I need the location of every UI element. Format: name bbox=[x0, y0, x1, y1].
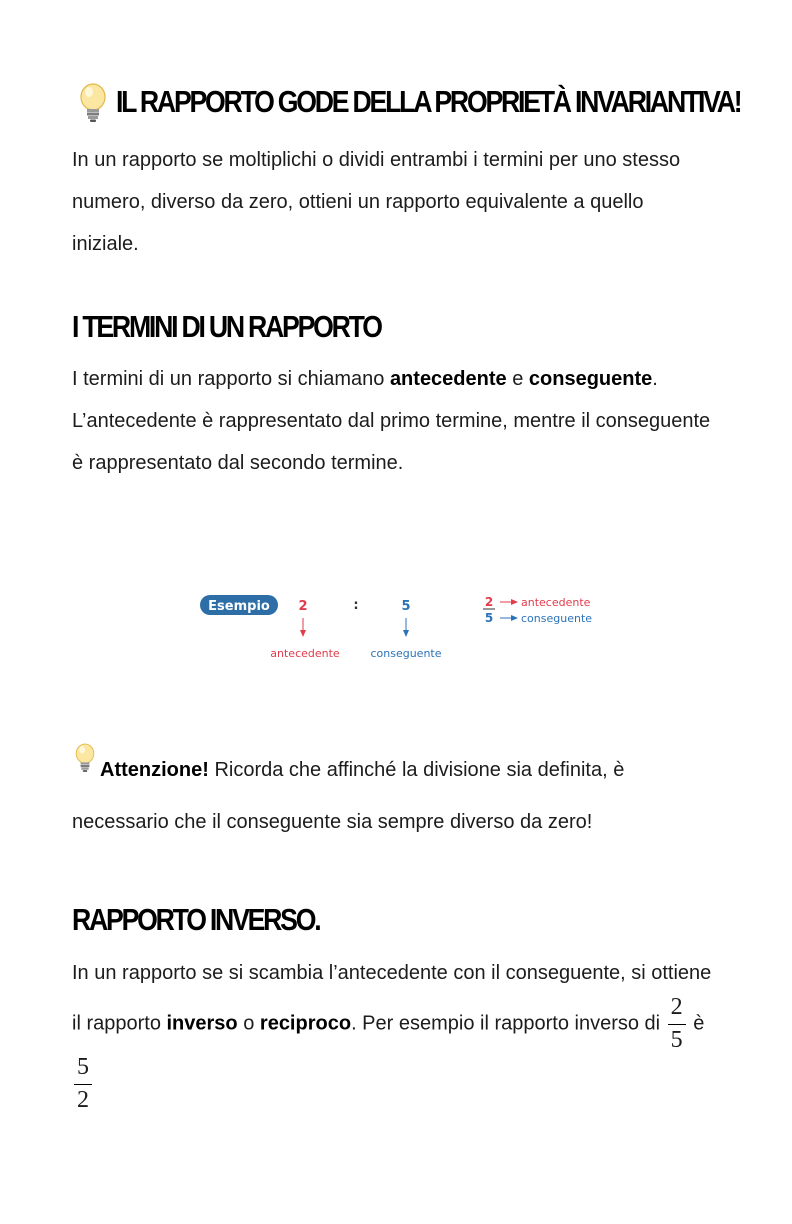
fraction-inverse bbox=[74, 1054, 92, 1114]
text-segment: In un rapporto se si scambia l’antecedente con il conseguente, si ottiene il rapporto bbox=[72, 962, 712, 1035]
example-frac-denominator: 5 bbox=[484, 611, 494, 625]
example-colon: : bbox=[353, 598, 359, 613]
term-consequent: conseguente bbox=[528, 368, 653, 390]
example-badge-label: Esempio bbox=[208, 599, 270, 614]
lightbulb-icon bbox=[74, 742, 96, 794]
example-label-antecedent: antecedente bbox=[270, 647, 340, 660]
arrow-down-consequent bbox=[403, 618, 409, 637]
text-segment: . L’antecedente è rappresentato dal primo termine, mentre il conseguente è rappresentato dal secondo termine. bbox=[72, 368, 711, 474]
example-figure bbox=[200, 590, 620, 670]
example-numerator: 2 bbox=[298, 599, 308, 614]
section-title-inverse: RAPPORTO INVERSO. bbox=[72, 902, 320, 937]
paragraph-inverse bbox=[72, 952, 722, 1114]
fraction-denominator: 5 bbox=[670, 1026, 683, 1053]
arrow-down-antecedent bbox=[300, 618, 306, 637]
example-label-consequent: conseguente bbox=[370, 647, 442, 660]
term-antecedent: antecedente bbox=[389, 368, 507, 390]
term-reciprocal: reciproco bbox=[259, 1012, 352, 1035]
text-segment: I termini di un rapporto si chiamano bbox=[72, 368, 390, 390]
fraction-denominator: 2 bbox=[77, 1086, 89, 1113]
text-segment: o bbox=[237, 1012, 260, 1035]
warning-text: Ricorda che affinché la divisione sia definita, è necessario che il conseguente sia sempre diverso da zero! bbox=[72, 759, 625, 833]
fraction-original bbox=[668, 994, 686, 1054]
text-segment: e bbox=[506, 368, 529, 390]
paragraph-invariantive: In un rapporto se moltiplichi o dividi entrambi i termini per uno stesso numero, diverso da zero, ottieni un rapporto equivalente a quello iniziale. bbox=[72, 149, 681, 255]
warning-paragraph bbox=[72, 744, 722, 848]
text-segment: . Per esempio il rapporto inverso di bbox=[351, 1012, 666, 1035]
example-frac-numerator: 2 bbox=[484, 595, 494, 609]
example-frac-label-antecedent: antecedente bbox=[521, 596, 591, 609]
example-frac-label-consequent: conseguente bbox=[521, 612, 593, 625]
text-segment: è bbox=[687, 1012, 705, 1035]
warning-label: Attenzione! bbox=[100, 759, 209, 781]
example-denominator: 5 bbox=[401, 599, 411, 614]
fraction-numerator: 5 bbox=[74, 1054, 92, 1085]
term-inverse: inverso bbox=[166, 1012, 238, 1035]
fraction-numerator: 2 bbox=[668, 994, 686, 1025]
arrow-right-antecedent bbox=[500, 599, 518, 605]
arrow-right-consequent bbox=[500, 615, 518, 621]
section-title-terms: I TERMINI DI UN RAPPORTO bbox=[72, 309, 381, 344]
section-title-invariantive: IL RAPPORTO GODE DELLA PROPRIETÀ INVARIANTIVA! bbox=[116, 84, 741, 119]
lightbulb-icon bbox=[78, 82, 108, 129]
paragraph-terms bbox=[72, 358, 722, 484]
